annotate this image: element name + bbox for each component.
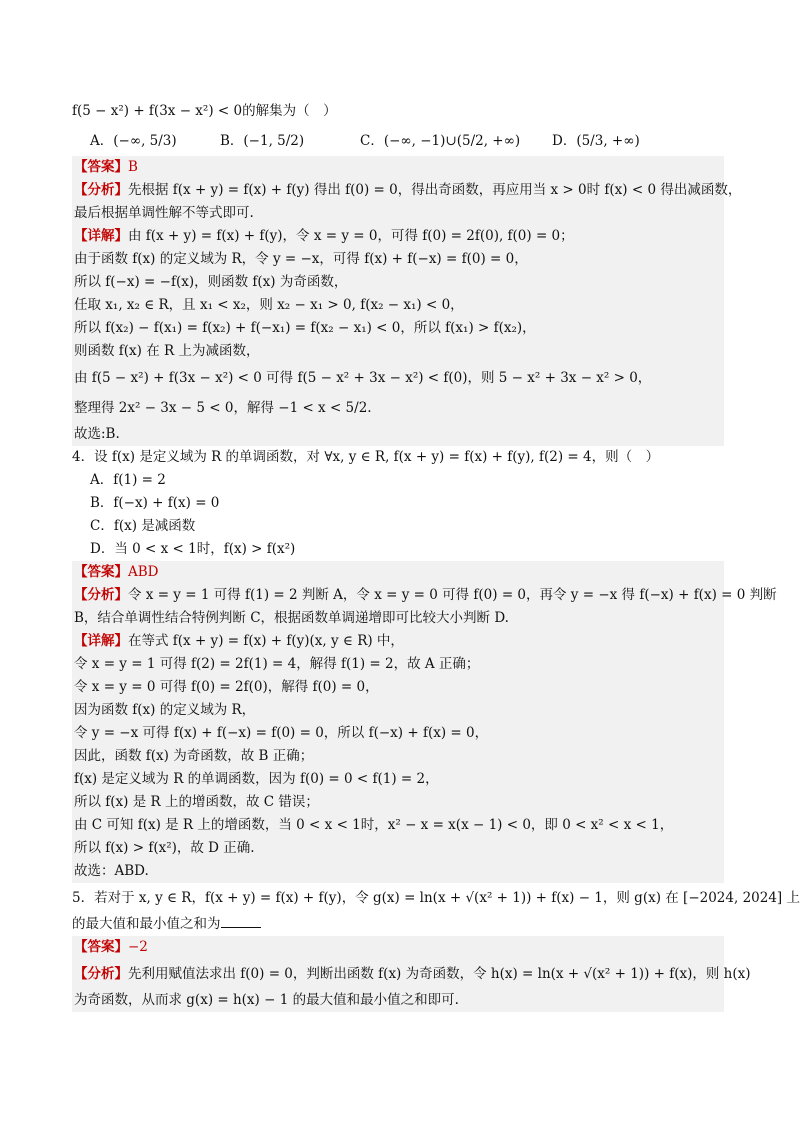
q5-stem-cont bbox=[72, 913, 724, 936]
q3-detail-line bbox=[72, 225, 724, 248]
q4-detail-line: 所以 f(x) > f(x²)，故 D 正确. bbox=[72, 837, 724, 860]
q5-stem-text: 的最大值和最小值之和为 bbox=[72, 916, 221, 932]
q3-analysis-line bbox=[72, 179, 742, 202]
q4-detail-line: 令 x = y = 1 可得 f(2) = 2f(1) = 4，解得 f(1) = 2，故 A 正确； bbox=[72, 653, 724, 676]
q3-stem: f(5 − x²) + f(3x − x²) < 0的解集为（ ） bbox=[72, 103, 337, 119]
q3-option-d: D．(5/3, +∞) bbox=[552, 133, 640, 149]
q3-analysis-line: 最后根据单调性解不等式即可. bbox=[72, 202, 724, 225]
analysis-text: 先根据 f(x + y) = f(x) + f(y) 得出 f(0) = 0，得出奇函数，再应用当 x > 0时 f(x) < 0 得出减函数， bbox=[128, 182, 742, 198]
answer-blank bbox=[221, 913, 261, 928]
q5-stem: 5．若对于 x, y ∈ R，f(x + y) = f(x) + f(y)，令 g(x) = ln(x + √(x² + 1)) + f(x) − 1，则 g(x) 在 [−2024, 2024] 上 bbox=[72, 890, 800, 906]
q3-detail-line: 由 f(5 − x²) + f(3x − x²) < 0 可得 f(5 − x² + 3x − x²) < f(0)，则 5 − x² + 3x − x² > 0， bbox=[72, 363, 724, 393]
q5-analysis-line bbox=[72, 959, 751, 989]
q4-answer bbox=[72, 561, 724, 584]
detail-tag: 【详解】 bbox=[74, 633, 128, 649]
q4-analysis-line bbox=[72, 584, 777, 607]
q4-detail-line: 因此，函数 f(x) 为奇函数，故 B 正确； bbox=[72, 745, 724, 768]
q4-option-d: D．当 0 < x < 1时，f(x) > f(x²) bbox=[90, 541, 296, 557]
q3-option-b: B．(−1, 5/2) bbox=[220, 133, 305, 149]
analysis-tag: 【分析】 bbox=[74, 966, 128, 982]
q4-detail-line: 由 C 可知 f(x) 是 R 上的增函数，当 0 < x < 1时，x² − x = x(x − 1) < 0，即 0 < x² < x < 1， bbox=[72, 814, 724, 837]
q4-detail-line: 令 x = y = 0 可得 f(0) = 2f(0)，解得 f(0) = 0， bbox=[72, 676, 724, 699]
q3-detail-line: 所以 f(x₂) − f(x₁) = f(x₂) + f(−x₁) = f(x₂ − x₁) < 0，所以 f(x₁) > f(x₂)， bbox=[72, 317, 724, 340]
q4-detail-line: 因为函数 f(x) 的定义域为 R， bbox=[72, 699, 724, 722]
q4-option-a: A．f(1) = 2 bbox=[90, 472, 166, 488]
content bbox=[72, 96, 800, 1012]
q4-detail-line: 令 y = −x 可得 f(x) + f(−x) = f(0) = 0，所以 f(−x) + f(x) = 0， bbox=[72, 722, 724, 745]
q3-option-c: C．(−∞, −1)∪(5/2, +∞) bbox=[360, 133, 521, 149]
q3-options bbox=[72, 126, 724, 156]
q3-detail-line: 整理得 2x² − 3x − 5 < 0，解得 −1 < x < 5/2. bbox=[72, 393, 724, 423]
answer-tag: 【答案】 bbox=[74, 159, 128, 175]
q4-detail-line bbox=[72, 630, 724, 653]
analysis-tag: 【分析】 bbox=[74, 587, 128, 603]
q4-analysis-line: B，结合单调性结合特例判断 C，根据函数单调递增即可比较大小判断 D. bbox=[72, 607, 724, 630]
answer-value: −2 bbox=[128, 939, 148, 955]
q3-detail-line: 故选:B. bbox=[72, 423, 724, 446]
q4-detail-line: 故选：ABD. bbox=[72, 860, 724, 883]
q4-detail-line: f(x) 是定义域为 R 的单调函数，因为 f(0) = 0 < f(1) = 2， bbox=[72, 768, 724, 791]
answer-value: B bbox=[128, 159, 138, 175]
q3-option-a: A．(−∞, 5/3) bbox=[90, 133, 177, 149]
q4-option-c: C．f(x) 是减函数 bbox=[90, 518, 196, 534]
q5-answer bbox=[72, 936, 724, 959]
q3-detail-line: 由于函数 f(x) 的定义域为 R，令 y = −x，可得 f(x) + f(−x) = f(0) = 0， bbox=[72, 248, 724, 271]
answer-tag: 【答案】 bbox=[74, 939, 128, 955]
detail-tag: 【详解】 bbox=[74, 228, 128, 244]
q3-detail-line: 任取 x₁, x₂ ∈ R，且 x₁ < x₂，则 x₂ − x₁ > 0, f(x₂ − x₁) < 0， bbox=[72, 294, 724, 317]
q4-option-b: B．f(−x) + f(x) = 0 bbox=[90, 495, 220, 511]
q5-analysis-line: 为奇函数，从而求 g(x) = h(x) − 1 的最大值和最小值之和即可. bbox=[72, 989, 724, 1012]
analysis-text: 令 x = y = 1 可得 f(1) = 2 判断 A，令 x = y = 0 可得 f(0) = 0，再令 y = −x 得 f(−x) + f(x) = 0 判断 bbox=[128, 587, 777, 603]
answer-value: ABD bbox=[128, 564, 159, 580]
analysis-tag: 【分析】 bbox=[74, 182, 128, 198]
q4-stem: 4．设 f(x) 是定义域为 R 的单调函数，对 ∀x, y ∈ R, f(x + y) = f(x) + f(y), f(2) = 4，则（ ） bbox=[72, 449, 660, 465]
detail-text: 在等式 f(x + y) = f(x) + f(y)(x, y ∈ R) 中， bbox=[128, 633, 404, 649]
answer-tag: 【答案】 bbox=[74, 564, 128, 580]
q3-detail-line: 则函数 f(x) 在 R 上为减函数， bbox=[72, 340, 724, 363]
q3-answer bbox=[72, 156, 724, 179]
analysis-text: 先利用赋值法求出 f(0) = 0，判断出函数 f(x) 为奇函数，令 h(x) = ln(x + √(x² + 1)) + f(x)，则 h(x) bbox=[128, 966, 751, 982]
q3-detail-line: 所以 f(−x) = −f(x)，则函数 f(x) 为奇函数， bbox=[72, 271, 724, 294]
q4-detail-line: 所以 f(x) 是 R 上的增函数，故 C 错误； bbox=[72, 791, 724, 814]
detail-text: 由 f(x + y) = f(x) + f(y)，令 x = y = 0，可得 f(0) = 2f(0), f(0) = 0； bbox=[128, 228, 574, 244]
